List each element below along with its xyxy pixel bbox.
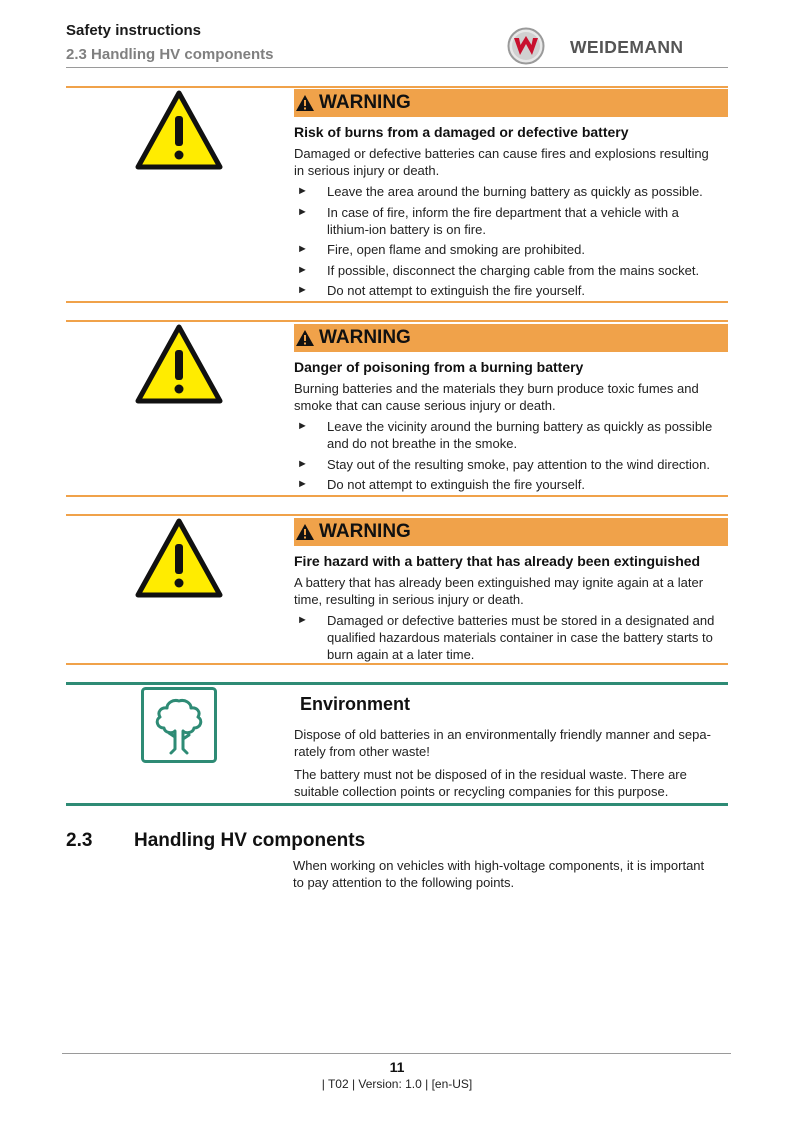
warning-header <box>294 89 728 117</box>
text-line: and do not breathe in the smoke. <box>327 436 518 451</box>
text-line: in serious injury or death. <box>294 163 440 178</box>
bullet-arrow-icon: ► <box>297 205 308 218</box>
warning-bottom-rule <box>66 663 728 665</box>
bullet-arrow-icon: ► <box>297 614 308 626</box>
warning-content <box>294 89 728 299</box>
header-title: Safety instructions <box>66 22 202 39</box>
small-warning-icon <box>295 329 315 347</box>
text-line: to pay attention to the following points. <box>293 875 515 890</box>
list-item <box>294 282 728 299</box>
text-line: burn again at a later time. <box>327 647 475 662</box>
warning-top-rule <box>66 86 728 88</box>
environment-bottom-rule <box>66 803 728 806</box>
environment-title: Environment <box>300 694 411 714</box>
warning-label: WARNING <box>319 327 411 348</box>
warning-header <box>294 324 728 352</box>
list-item <box>294 418 728 452</box>
text-line: rately from other waste! <box>294 744 430 759</box>
bullet-arrow-icon: ► <box>297 263 308 276</box>
warning-top-rule <box>66 320 728 322</box>
list-item <box>294 476 728 493</box>
text-line: Fire, open flame and smoking are prohibited. <box>327 242 585 257</box>
text-line: If possible, disconnect the charging cable from the mains socket. <box>327 262 700 278</box>
text-line: Damaged or defective batteries must be stored in a designated and <box>327 613 715 628</box>
header-subtitle: 2.3 Handling HV components <box>66 46 274 63</box>
text-line: In case of fire, inform the fire department that a vehicle with a <box>327 204 679 220</box>
tree-icon <box>141 687 217 763</box>
text-line: suitable collection points or recycling companies for this purpose. <box>294 784 669 799</box>
warning-bottom-rule <box>66 301 728 303</box>
environment-block <box>66 682 728 808</box>
text-line: Leave the vicinity around the burning battery as quickly as possible <box>327 419 713 434</box>
text-line: Damaged or defective batteries can cause fires and explosions resulting <box>294 146 709 161</box>
warning-steps <box>294 612 728 663</box>
document-info: | T02 | Version: 1.0 | [en-US] <box>321 1077 473 1091</box>
text-line: Stay out of the resulting smoke, pay attention to the wind direction. <box>327 456 710 472</box>
text-line: smoke that can cause serious injury or death. <box>294 398 556 413</box>
environment-paragraph-2 <box>294 766 728 800</box>
warning-label: WARNING <box>319 521 411 542</box>
warning-content <box>294 324 728 493</box>
text-line: The battery must not be disposed of in the residual waste. There are <box>294 767 687 782</box>
warning-description <box>294 380 728 414</box>
list-item <box>294 183 728 200</box>
page-number: 11 <box>389 1059 405 1075</box>
warning-block-3 <box>66 514 728 669</box>
list-item <box>294 612 728 663</box>
list-item <box>294 204 728 238</box>
small-warning-icon <box>295 523 315 541</box>
bullet-arrow-icon: ► <box>297 284 308 296</box>
text-line: lithium-ion battery is on fire. <box>327 221 486 237</box>
header-divider <box>66 67 728 68</box>
list-item <box>294 262 728 279</box>
weidemann-logo <box>506 27 728 65</box>
text-line: Do not attempt to extinguish the fire yourself. <box>327 477 585 492</box>
section-body <box>293 857 725 891</box>
environment-content <box>294 694 728 800</box>
text-line: time, resulting in serious injury or death. <box>294 592 524 607</box>
warning-triangle-icon <box>135 324 223 404</box>
bullet-arrow-icon: ► <box>297 478 308 490</box>
warning-description <box>294 145 728 179</box>
warning-description <box>294 574 728 608</box>
warning-label: WARNING <box>319 92 411 113</box>
list-item <box>294 456 728 473</box>
warning-triangle-icon <box>135 518 223 598</box>
environment-paragraph-1 <box>294 726 728 760</box>
text-line: Do not attempt to extinguish the fire yourself. <box>327 283 585 298</box>
warning-triangle-icon <box>135 90 223 170</box>
bullet-arrow-icon: ► <box>297 185 308 197</box>
bullet-arrow-icon: ► <box>297 243 308 255</box>
warning-header <box>294 518 728 546</box>
warning-title: Fire hazard with a battery that has already been extinguished <box>294 553 701 569</box>
text-line: Leave the area around the burning battery as quickly as possible. <box>327 184 703 199</box>
warning-steps <box>294 183 728 299</box>
warning-block-2 <box>66 320 728 500</box>
small-warning-icon <box>295 94 315 112</box>
warning-block-1 <box>66 86 728 304</box>
warning-bottom-rule <box>66 495 728 497</box>
environment-top-rule <box>66 682 728 685</box>
bullet-arrow-icon: ► <box>297 457 308 470</box>
section-number: 2.3 <box>66 830 93 851</box>
logo-text: WEIDEMANN <box>570 37 684 57</box>
warning-steps <box>294 418 728 493</box>
text-line: A battery that has already been extinguished may ignite again at a later <box>294 575 704 590</box>
footer-divider <box>62 1053 731 1054</box>
text-line: qualified hazardous materials container in case the battery starts to <box>327 630 713 645</box>
warning-title: Risk of burns from a damaged or defective battery <box>294 124 629 140</box>
section-title: Handling HV components <box>134 830 366 851</box>
text-line: Burning batteries and the materials they burn produce toxic fumes and <box>294 381 699 396</box>
warning-title: Danger of poisoning from a burning battery <box>294 359 584 375</box>
warning-content <box>294 518 728 663</box>
warning-top-rule <box>66 514 728 516</box>
weidemann-logo-icon <box>506 27 546 65</box>
text-line: Dispose of old batteries in an environmentally friendly manner and sepa- <box>294 727 711 742</box>
text-line: When working on vehicles with high-voltage components, it is important <box>293 858 705 873</box>
bullet-arrow-icon: ► <box>297 420 308 432</box>
list-item <box>294 241 728 258</box>
